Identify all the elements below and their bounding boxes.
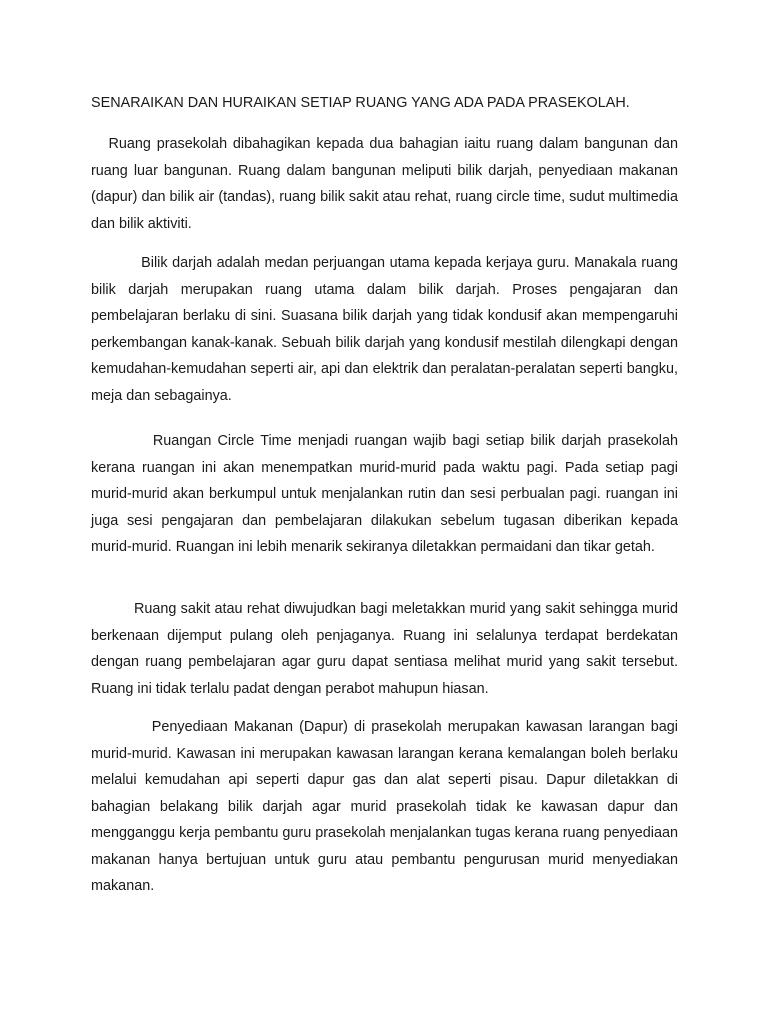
paragraph-penyediaan-makanan: Penyediaan Makanan (Dapur) di prasekolah merupakan kawasan larangan bagi murid-murid. Kawasan ini merupakan kawasan larangan kerana kemalangan boleh berlaku melalui kemudahan api seperti dapur gas dan alat seperti pisau. Dapur diletakkan di bahagian belakang bilik darjah agar murid prasekolah tidak ke kawasan dapur dan mengganggu kerja pembantu guru prasekolah menjalankan tugas kerana ruang penyediaan makanan hanya bertujuan untuk guru atau pembantu pengurusan murid menyediakan makanan. (91, 719, 678, 894)
document-heading: SENARAIKAN DAN HURAIKAN SETIAP RUANG YANG ADA PADA PRASEKOLAH. (91, 95, 630, 111)
paragraph-ruang-sakit: Ruang sakit atau rehat diwujudkan bagi meletakkan murid yang sakit sehingga murid berkenaan dijemput pulang oleh penjaganya. Ruang ini selalunya terdapat berdekatan dengan ruang pembelajaran agar guru dapat sentiasa melihat murid yang sakit tersebut. Ruang ini tidak terlalu padat dengan perabot mahupun hiasan. (91, 601, 678, 697)
paragraph-bilik-darjah: Bilik darjah adalah medan perjuangan utama kepada kerjaya guru. Manakala ruang bilik darjah merupakan ruang utama dalam bilik darjah. Proses pengajaran dan pembelajaran berlaku di sini. Suasana bilik darjah yang tidak kondusif akan mempengaruhi perkembangan kanak-kanak. Sebuah bilik darjah yang kondusif mestilah dilengkapi dengan kemudahan-kemudahan seperti air, api dan elektrik dan peralatan-peralatan seperti bangku, meja dan sebagainya. (91, 255, 678, 404)
paragraph-ruang-prasekolah: Ruang prasekolah dibahagikan kepada dua bahagian iaitu ruang dalam bangunan dan ruang luar bangunan. Ruang dalam bangunan meliputi bilik darjah, penyediaan makanan (dapur) dan bilik air (tandas), ruang bilik sakit atau rehat, ruang circle time, sudut multimedia dan bilik aktiviti. (91, 136, 678, 232)
paragraph-circle-time: Ruangan Circle Time menjadi ruangan wajib bagi setiap bilik darjah prasekolah kerana ruangan ini akan menempatkan murid-murid pada waktu pagi. Pada setiap pagi murid-murid akan berkumpul untuk menjalankan rutin dan sesi perbualan pagi. ruangan ini juga sesi pengajaran dan pembelajaran dilakukan sebelum tugasan diberikan kepada murid-murid. Ruangan ini lebih menarik sekiranya diletakkan permaidani dan tikar getah. (91, 433, 678, 555)
